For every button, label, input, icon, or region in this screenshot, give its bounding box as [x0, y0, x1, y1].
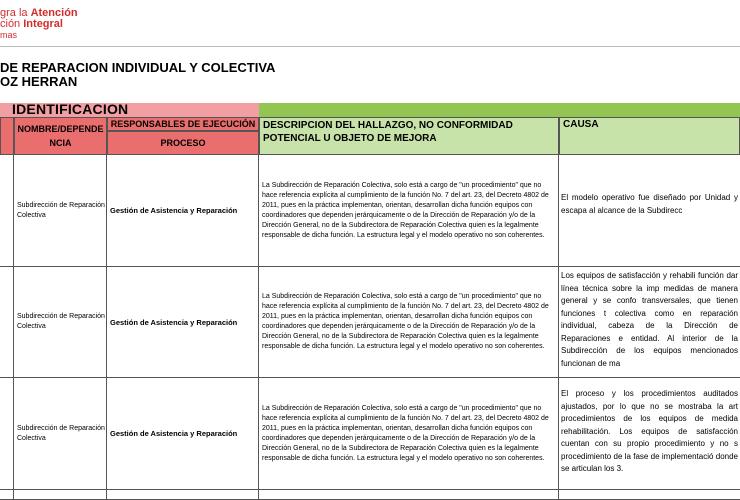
dependencia-cell: Subdirección de Reparación Colectiva	[14, 378, 107, 490]
descripcion-cell	[259, 490, 559, 500]
document-title: DE REPARACION INDIVIDUAL Y COLECTIVA	[0, 60, 276, 75]
row-index-cell	[0, 378, 14, 490]
proceso-cell: Gestión de Asistencia y Reparación	[107, 378, 259, 490]
identificacion-band	[0, 103, 259, 117]
hallazgo-band	[259, 103, 740, 117]
header-descripcion: DESCRIPCION DEL HALLAZGO, NO CONFORMIDAD POTENCIAL U OBJETO DE MEJORA	[259, 117, 559, 155]
descripcion-cell: La Subdirección de Reparación Colectiva, solo está a cargo de "un procedimiento" que no hace referencia explícita al cumplimiento de la función No. 7 del art. 23, del Decreto 4802 de 2011, pues en la práctica implementan, orientan, desarrollan dicha función equipos con coordinadores que dependen jerárquicamente o de la Dirección de Reparación y/o de la Dirección General, no de la Subdirectora de Reparación Colectiva quien es la legalmente responsable de dicha función. La estructura legal y el modelo operativo no son coherentes.	[259, 155, 559, 267]
divider	[0, 46, 740, 47]
proceso-cell: Gestión de Asistencia y Reparación	[107, 267, 259, 378]
logo-text-1-emph: Atención	[30, 7, 78, 19]
causa-cell: El modelo operativo fue diseñado por Unidad y escapa al alcance de la Subdirecc	[559, 155, 740, 267]
header-nombre-dependencia: NOMBRE/DEPENDE NCIA	[14, 117, 107, 155]
identificacion-label: IDENTIFICACION	[12, 101, 129, 117]
header-index	[0, 117, 14, 155]
header-responsables: RESPONSABLES DE EJECUCIÓN	[107, 117, 259, 131]
proceso-cell	[107, 490, 259, 500]
causa-cell: Los equipos de satisfacción y rehabili función dar línea técnica sobre la imp medidas de manera general y se confo transversales, que tienen funciones t colectiva como en reparación individual, cabeza de la Dirección de Reparaciones e entidad. Al interior de la Subdirección de los equipos mencionados funcionan de ma	[559, 267, 740, 378]
header-proceso: PROCESO	[107, 131, 259, 155]
descripcion-cell: La Subdirección de Reparación Colectiva, solo está a cargo de "un procedimiento" que no hace referencia explícita al cumplimiento de la función No. 7 del art. 23, del Decreto 4802 de 2011, pues en la práctica implementan, orientan, desarrollan dicha función equipos con coordinadores que dependen jerárquicamente o de la Dirección de Reparación y/o de la Dirección General, no de la Subdirectora de Reparación Colectiva quien es la legalmente responsable de dicha función. La estructura legal y el modelo operativo no son coherentes.	[259, 267, 559, 378]
row-index-cell	[0, 490, 14, 500]
causa-cell: El proceso y los procedimientos auditados ajustados, por lo que no se mostraba la art procedimientos de los equipos de medida rehabilitación. Los equipos de satisfacción cuentan con su propio procedimiento y no s procedimiento de la fase de implementació donde se articulan los 3.	[559, 378, 740, 490]
row-index-cell	[0, 155, 14, 267]
logo	[0, 8, 78, 41]
table-row	[0, 155, 740, 267]
logo-text-3: mas	[0, 30, 18, 40]
table-row	[0, 267, 740, 378]
dependencia-cell: Subdirección de Reparación Colectiva	[14, 267, 107, 378]
logo-text-1: gra la	[0, 7, 31, 19]
table-row-partial	[0, 490, 740, 500]
document-subtitle: OZ HERRAN	[0, 74, 78, 89]
dependencia-cell: Subdirección de Reparación Colectiva	[14, 155, 107, 267]
dependencia-cell	[14, 490, 107, 500]
causa-cell	[559, 490, 740, 500]
table-row	[0, 378, 740, 490]
proceso-cell: Gestión de Asistencia y Reparación	[107, 155, 259, 267]
logo-text-2: ción	[0, 18, 24, 30]
logo-text-2-emph: Integral	[23, 18, 63, 30]
header-causa: CAUSA	[559, 117, 740, 155]
descripcion-cell: La Subdirección de Reparación Colectiva, solo está a cargo de "un procedimiento" que no hace referencia explícita al cumplimiento de la función No. 7 del art. 23, del Decreto 4802 de 2011, pues en la práctica implementan, orientan, desarrollan dicha función equipos con coordinadores que dependen jerárquicamente o de la Dirección de Reparación y/o de la Dirección General, no de la Subdirectora de Reparación Colectiva quien es la legalmente responsable de dicha función. La estructura legal y el modelo operativo no son coherentes.	[259, 378, 559, 490]
row-index-cell	[0, 267, 14, 378]
